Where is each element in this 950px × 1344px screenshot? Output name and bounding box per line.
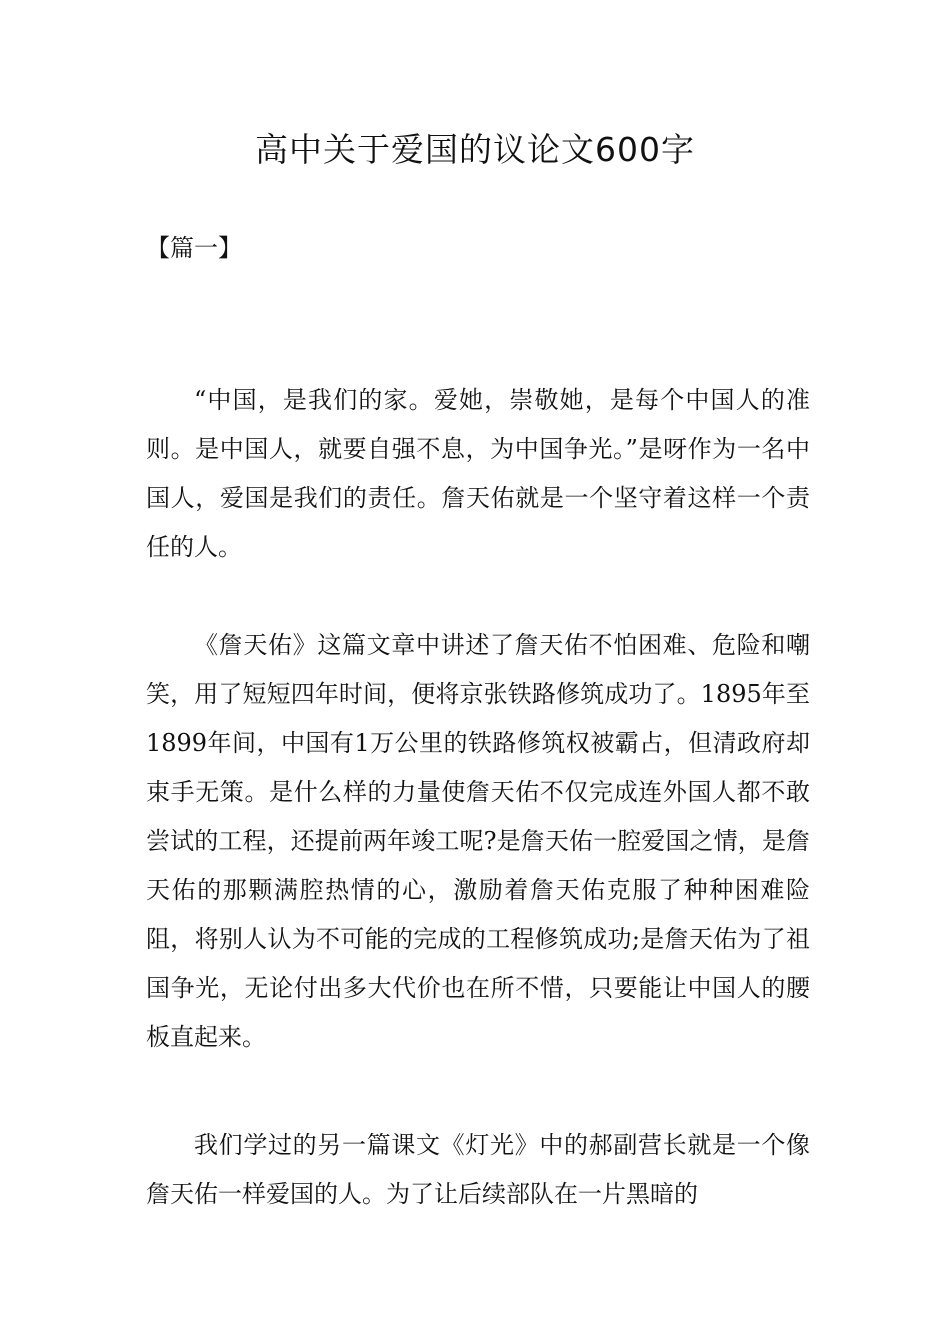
- paragraph-3: 我们学过的另一篇课文《灯光》中的郝副营长就是一个像詹天佑一样爱国的人。为了让后续部队在一片黑暗的: [146, 1131, 810, 1208]
- paragraph-2: 《詹天佑》这篇文章中讲述了詹天佑不怕困难、危险和嘲笑，用了短短四年时间，便将京张铁路修筑成功了。1895年至1899年间，中国有1万公里的铁路修筑权被霸占，但清政府却束手无策。是什么样的力量使詹天佑不仅完成连外国人都不敢尝试的工程，还提前两年竣工呢?是詹天佑一腔爱国之情，是詹天佑的那颗满腔热情的心，激励着詹天佑克服了种种困难险阻，将别人认为不可能的完成的工程修筑成功;是詹天佑为了祖国争光，无论付出多大代价也在所不惜，只要能让中国人的腰板直起来。: [146, 631, 810, 1051]
- paragraph-1: “中国，是我们的家。爱她，崇敬她，是每个中国人的准则。是中国人，就要自强不息，为中国争光。”是呀作为一名中国人，爱国是我们的责任。詹天佑就是一个坚守着这样一个责任的人。: [146, 386, 810, 561]
- section-label: 【篇一】: [146, 234, 242, 262]
- document-title: 高中关于爱国的议论文600字: [255, 130, 695, 169]
